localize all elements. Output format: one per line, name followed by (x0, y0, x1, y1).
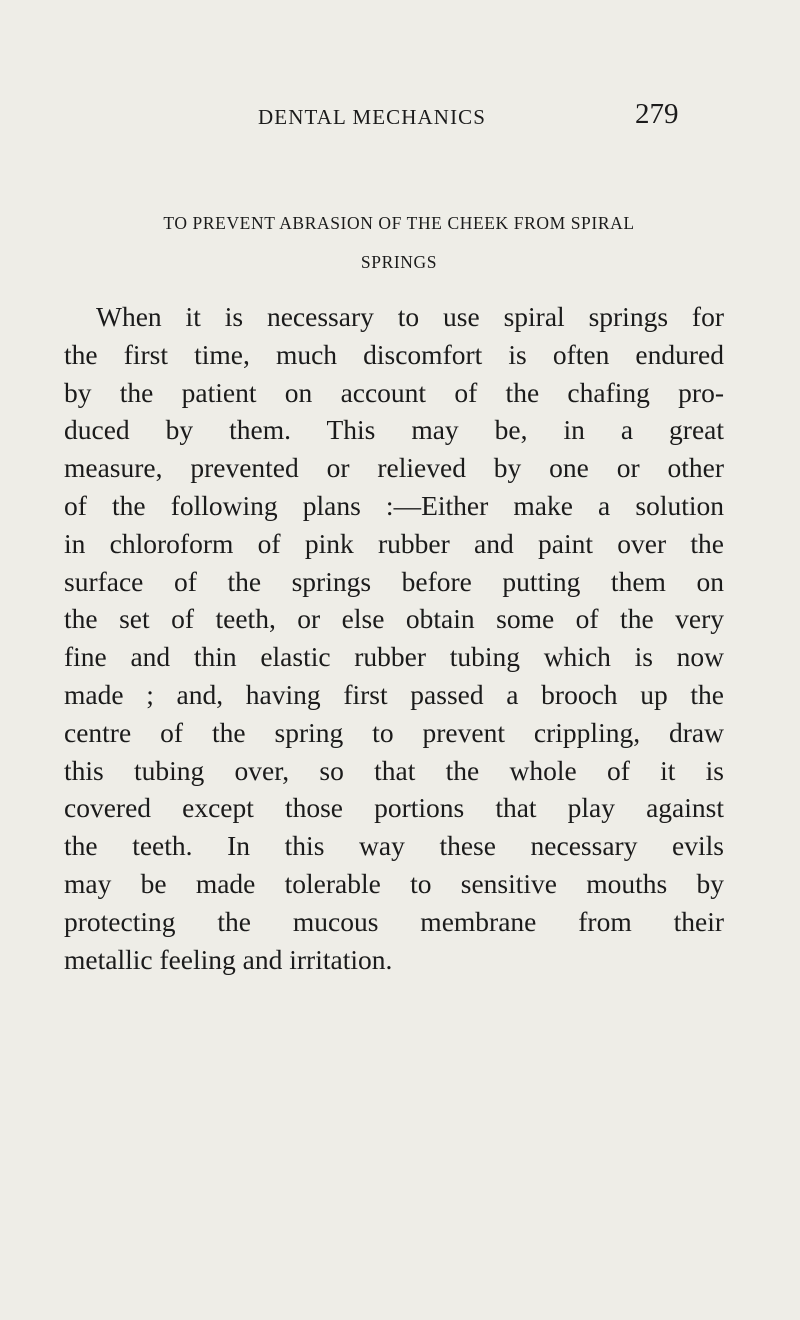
page-number: 279 (635, 98, 679, 130)
paragraph-line: duced by them. This may be, in a great (64, 414, 724, 446)
paragraph-line: measure, prevented or relieved by one or other (64, 452, 724, 484)
section-title-line: TO PREVENT ABRASION OF THE CHEEK FROM SPIRAL (163, 213, 635, 233)
paragraph-line: this tubing over, so that the whole of it is (64, 754, 724, 786)
paragraph-line: made ; and, having first passed a brooch up the (64, 678, 724, 710)
section-title-line: SPRINGS (360, 252, 438, 272)
paragraph-line: surface of the springs before putting them on (64, 565, 724, 597)
paragraph-line: metallic feeling and irritation. (64, 943, 393, 975)
paragraph-line: the teeth. In this way these necessary evils (64, 830, 724, 862)
section-title (68, 204, 730, 282)
paragraph-line: by the patient on account of the chafing pro- (64, 376, 724, 408)
paragraph-line: protecting the mucous membrane from their (64, 905, 724, 937)
paragraph-line: the first time, much discomfort is often endured (64, 338, 724, 370)
paragraph-line: in chloroform of pink rubber and paint over the (64, 527, 724, 559)
paragraph-line: When it is necessary to use spiral springs for (96, 301, 724, 332)
paragraph-line: covered except those portions that play against (64, 792, 724, 824)
paragraph-line: of the following plans :—Either make a solution (64, 489, 724, 521)
running-title: DENTAL MECHANICS (258, 105, 487, 129)
paragraph-line: fine and thin elastic rubber tubing which is now (64, 641, 724, 673)
body-paragraph (64, 298, 724, 978)
paragraph-line: centre of the spring to prevent crippling, draw (64, 716, 724, 748)
paragraph-line: may be made tolerable to sensitive mouths by (64, 867, 724, 899)
paragraph-line: the set of teeth, or else obtain some of the very (64, 603, 724, 635)
